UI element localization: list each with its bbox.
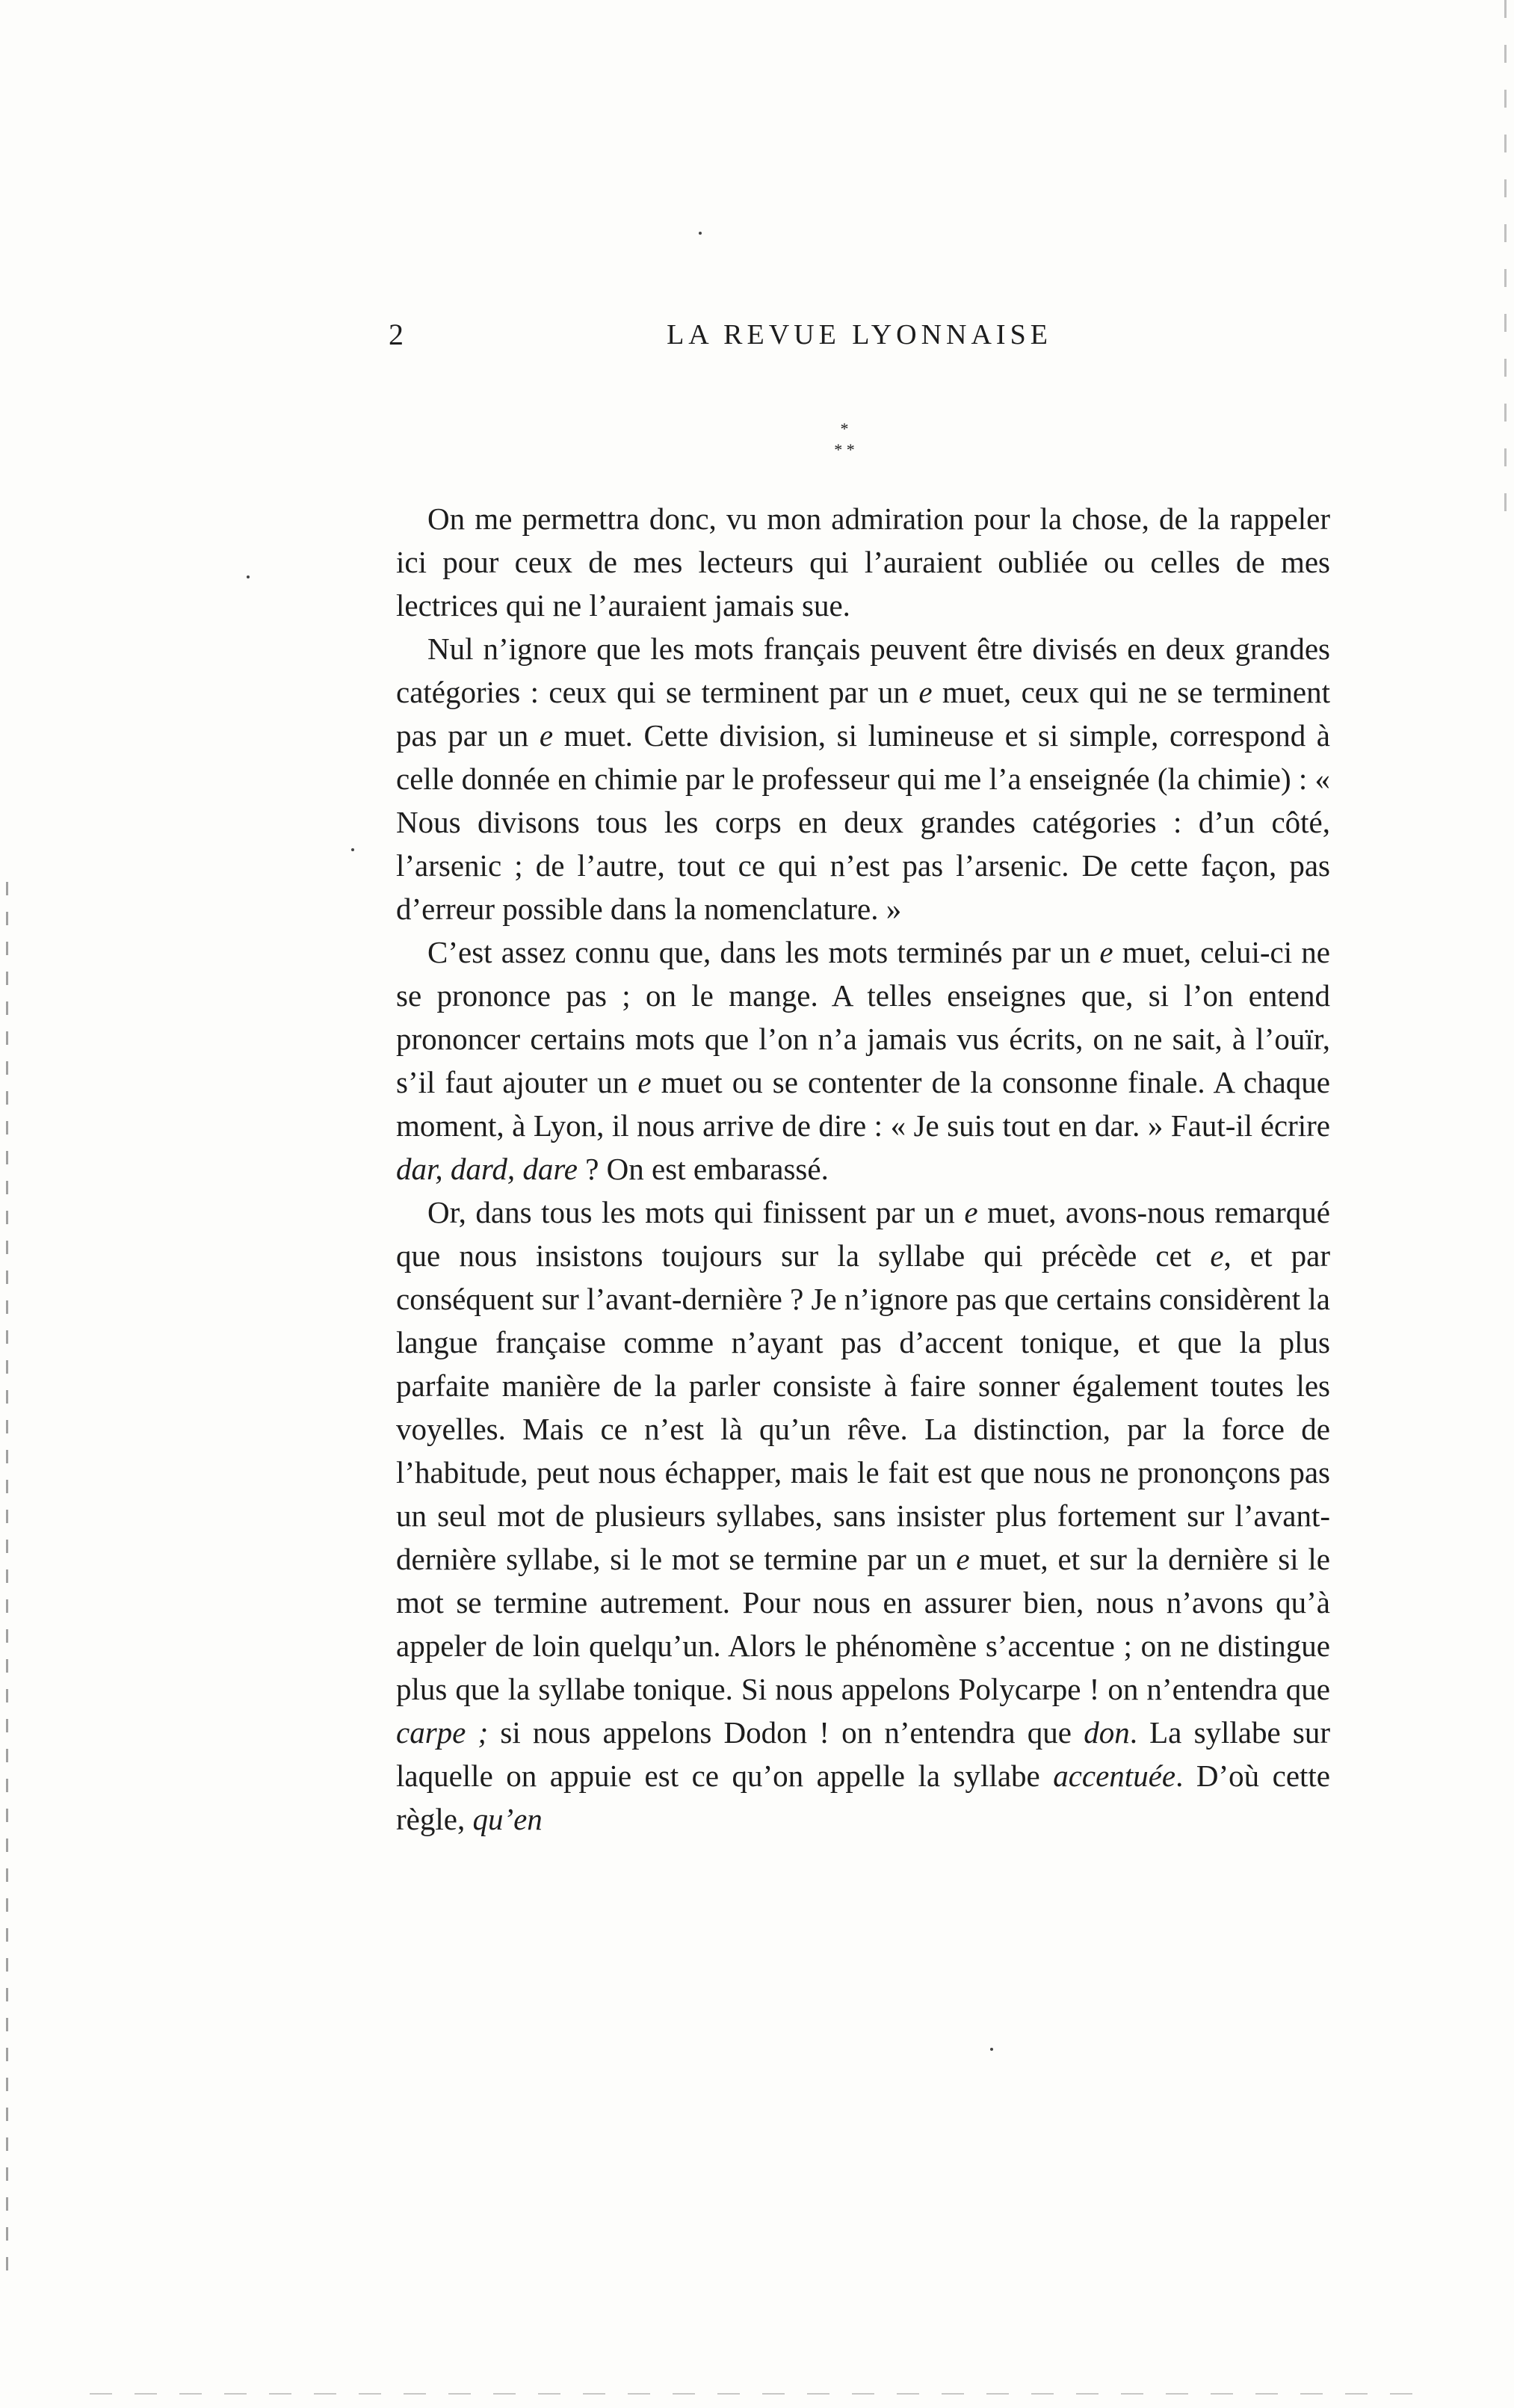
italic-run: e — [918, 675, 933, 709]
paragraph — [396, 627, 1330, 930]
text-run: ? On est embarassé. — [577, 1152, 829, 1186]
text-run: muet, et sur la dernière si le mot se termine autrement. Pour nous en assurer bien, nous n’avons qu’à appeler de loin quelqu’un. Alors le phénomène s’accentue ; on ne distingue plus que la syllabe tonique. Si nous appelons Polycarpe ! on n’entendra que — [396, 1542, 1330, 1706]
ornament-top-star: * — [840, 419, 849, 438]
paragraph — [396, 930, 1330, 1191]
ornament-bottom-stars: * * — [834, 440, 855, 459]
page-bottom-edge — [90, 2393, 1420, 2395]
italic-run: e — [1210, 1238, 1224, 1273]
page-number: 2 — [389, 318, 404, 351]
italic-run: e — [964, 1195, 978, 1229]
italic-run: dar, dard, dare — [396, 1152, 578, 1186]
page-right-edge — [1504, 0, 1507, 523]
italic-run: don — [1084, 1715, 1130, 1750]
text-run: muet, celui-ci ne se prononce pas ; on le mange. A telles enseignes que, si l’on entend prononcer certains mots que l’on n’a jamais vus écrits, on ne sait, à l’ouïr, s’il faut ajouter un — [396, 935, 1330, 1099]
italic-run: carpe ; — [396, 1715, 489, 1750]
print-speck — [990, 2048, 993, 2051]
text-run: Or, dans tous les mots qui finissent par un — [427, 1195, 965, 1229]
text-run: muet. Cette division, si lumineuse et si simple, correspond à celle donnée en chimie par le professeur qui me l’a enseignée (la chimie) : « Nous divisons tous les corps en deux grandes catégories : d’un côté, l’arsenic ; de l’autre, tout ce qui n’est pas l’arsenic. De cette façon, pas d’erreur possible dans la nomenclature. » — [396, 718, 1331, 926]
text-run: . D’où cette règle, — [396, 1759, 1330, 1836]
text-run: muet ou se contenter de la consonne finale. A chaque moment, à Lyon, il nous arrive de dire : « Je suis tout en dar. » Faut-il écrire — [396, 1065, 1330, 1143]
italic-run: e — [539, 718, 554, 753]
text-run: si nous appelons Dodon ! on n’entendra que — [488, 1715, 1084, 1750]
print-speck — [247, 575, 250, 578]
text-run: muet, ceux qui ne se terminent pas par un — [396, 675, 1330, 753]
section-ornament — [785, 419, 904, 471]
print-speck — [351, 848, 354, 851]
running-title: LA REVUE LYONNAISE — [667, 319, 1052, 351]
paragraph — [396, 1191, 1330, 1841]
page-left-edge — [6, 882, 8, 2287]
text-run: C’est assez connu que, dans les mots terminés par un — [427, 935, 1100, 969]
text-run: Nul n’ignore que les mots français peuvent être divisés en deux grandes catégories : ceux qui se terminent par un — [396, 632, 1330, 709]
italic-run: qu’en — [472, 1802, 543, 1836]
text-run: muet, avons-nous remarqué que nous insistons toujours sur la syllabe qui précède cet — [396, 1195, 1330, 1273]
italic-run: e — [637, 1065, 652, 1099]
text-run: . La syllabe sur laquelle on appuie est ce qu’on appelle la syllabe — [396, 1715, 1331, 1793]
print-speck — [699, 232, 702, 235]
text-run: , et par conséquent sur l’avant-dernière ? Je n’ignore pas que certains considèrent la langue française comme n’ayant pas d’accent tonique, et que la plus parfaite manière de la parler consiste à faire sonner également toutes les voyelles. Mais ce n’est là qu’un rêve. La distinction, par la force de l’habitude, peut nous échapper, mais le fait est que nous ne prononçons pas un seul mot de plusieurs syllabes, sans insister plus fortement sur l’avant-dernière syllabe, si le mot se termine par un — [396, 1238, 1330, 1576]
italic-run: e — [956, 1542, 970, 1576]
body-text — [396, 497, 1330, 1841]
italic-run: e — [1099, 935, 1113, 969]
paragraph — [396, 497, 1330, 627]
italic-run: accentuée — [1053, 1759, 1176, 1793]
text-run: On me permettra donc, vu mon admiration pour la chose, de la rappeler ici pour ceux de mes lecteurs qui l’auraient oubliée ou celles de mes lectrices qui ne l’auraient jamais sue. — [396, 501, 1330, 623]
page-header — [389, 312, 1330, 357]
